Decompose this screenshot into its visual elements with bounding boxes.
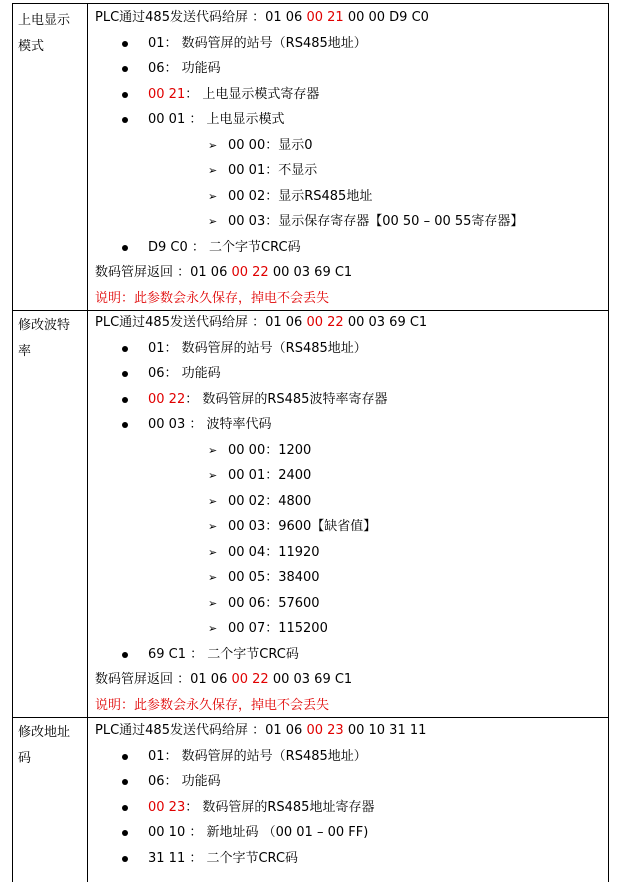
- row-divider: [12, 717, 609, 718]
- bullet-icon: [122, 754, 128, 760]
- text-segment: 00 03 ： 波特率代码: [148, 417, 272, 432]
- bullet-item: [148, 85, 319, 105]
- bullet-item: [148, 645, 299, 665]
- highlighted-text: 00 21: [148, 87, 186, 102]
- text-segment: 01： 数码管屏的站号（RS485地址）: [148, 749, 367, 764]
- bullet-item: [148, 110, 284, 130]
- option-item: [228, 517, 376, 537]
- bullet-item: [148, 415, 271, 435]
- bullet-item: [148, 849, 298, 869]
- option-item: [228, 619, 328, 639]
- bullet-icon: [122, 117, 128, 123]
- bullet-item: [148, 59, 221, 79]
- arrow-bullet-icon: ➢: [208, 622, 218, 635]
- bullet-icon: [122, 41, 128, 47]
- highlighted-text: 00 22: [148, 392, 186, 407]
- text-segment: 00 03 69 C1: [343, 315, 428, 330]
- bullet-icon: [122, 422, 128, 428]
- arrow-bullet-icon: ➢: [208, 597, 218, 610]
- text-line: [95, 289, 329, 309]
- row-label-power-on-display-mode: 上电显示模式: [18, 13, 71, 54]
- text-segment: PLC通过485发送代码给屏 ：01 06: [95, 10, 307, 25]
- text-segment: 00 02：显示RS485地址: [228, 189, 373, 204]
- arrow-bullet-icon: ➢: [208, 190, 218, 203]
- option-item: [228, 466, 311, 486]
- bullet-icon: [122, 66, 128, 72]
- option-item: [228, 136, 313, 156]
- bullet-icon: [122, 92, 128, 98]
- bullet-icon: [122, 779, 128, 785]
- bullet-icon: [122, 830, 128, 836]
- text-line: [95, 8, 429, 28]
- table-border-left: [12, 3, 13, 882]
- text-segment: 数码管屏返回 ：01 06: [95, 672, 232, 687]
- arrow-bullet-icon: ➢: [208, 495, 218, 508]
- text-segment: 00 06：57600: [228, 596, 320, 611]
- text-segment: 01： 数码管屏的站号（RS485地址）: [148, 341, 367, 356]
- text-segment: 数码管屏返回 ：01 06: [95, 265, 232, 280]
- bullet-icon: [122, 245, 128, 251]
- bullet-icon: [122, 371, 128, 377]
- text-line: [95, 721, 426, 741]
- text-segment: 06： 功能码: [148, 774, 221, 789]
- bullet-item: [148, 390, 387, 410]
- highlighted-text: 00 22: [306, 315, 344, 330]
- highlighted-text: 说明：此参数会永久保存，掉电不会丢失: [95, 698, 330, 713]
- highlighted-text: 00 21: [306, 10, 344, 25]
- table-border-right: [608, 3, 609, 882]
- text-segment: 00 10 ： 新地址码 （00 01 – 00 FF): [148, 825, 369, 840]
- text-segment: 00 03：9600【缺省值】: [228, 519, 377, 534]
- text-segment: 01： 数码管屏的站号（RS485地址）: [148, 36, 367, 51]
- text-segment: 00 03：显示保存寄存器【00 50 – 00 55寄存器】: [228, 214, 524, 229]
- row-divider: [12, 310, 609, 311]
- arrow-bullet-icon: ➢: [208, 571, 218, 584]
- text-line: [95, 670, 352, 690]
- arrow-bullet-icon: ➢: [208, 164, 218, 177]
- text-segment: ： 数码管屏的RS485地址寄存器: [185, 800, 375, 815]
- highlighted-text: 00 23: [148, 800, 186, 815]
- text-segment: 00 05：38400: [228, 570, 320, 585]
- bullet-item: [148, 34, 367, 54]
- highlighted-text: 00 23: [306, 723, 344, 738]
- option-item: [228, 568, 320, 588]
- arrow-bullet-icon: ➢: [208, 444, 218, 457]
- bullet-item: [148, 238, 301, 258]
- option-item: [228, 543, 320, 563]
- option-item: [228, 161, 317, 181]
- text-segment: D9 C0 ： 二个字节CRC码: [148, 240, 301, 255]
- text-segment: PLC通过485发送代码给屏 ：01 06: [95, 315, 307, 330]
- text-segment: 06： 功能码: [148, 366, 221, 381]
- text-line: [95, 263, 352, 283]
- text-segment: 00 04：11920: [228, 545, 320, 560]
- text-segment: 00 07：115200: [228, 621, 328, 636]
- text-segment: 00 01：2400: [228, 468, 312, 483]
- bullet-item: [148, 798, 374, 818]
- arrow-bullet-icon: ➢: [208, 520, 218, 533]
- row-label-modify-baud-rate: 修改波特率: [18, 318, 71, 359]
- bullet-icon: [122, 652, 128, 658]
- text-segment: 69 C1 ： 二个字节CRC码: [148, 647, 299, 662]
- bullet-icon: [122, 346, 128, 352]
- text-segment: ： 数码管屏的RS485波特率寄存器: [185, 392, 388, 407]
- highlighted-text: 00 22: [231, 265, 269, 280]
- arrow-bullet-icon: ➢: [208, 215, 218, 228]
- bullet-item: [148, 364, 221, 384]
- text-segment: 31 11 ： 二个字节CRC码: [148, 851, 299, 866]
- text-line: [95, 313, 427, 333]
- highlighted-text: 说明：此参数会永久保存，掉电不会丢失: [95, 291, 330, 306]
- arrow-bullet-icon: ➢: [208, 546, 218, 559]
- text-segment: 00 01 ： 上电显示模式: [148, 112, 285, 127]
- text-segment: 00 03 69 C1: [268, 672, 353, 687]
- option-item: [228, 492, 311, 512]
- text-segment: 00 10 31 11: [343, 723, 427, 738]
- bullet-item: [148, 772, 221, 792]
- bullet-icon: [122, 805, 128, 811]
- table-border-top: [12, 3, 609, 4]
- bullet-item: [148, 339, 367, 359]
- column-divider: [87, 3, 88, 882]
- option-item: [228, 212, 523, 232]
- highlighted-text: 00 22: [231, 672, 269, 687]
- arrow-bullet-icon: ➢: [208, 139, 218, 152]
- option-item: [228, 441, 311, 461]
- bullet-item: [148, 747, 367, 767]
- text-segment: ： 上电显示模式寄存器: [185, 87, 320, 102]
- arrow-bullet-icon: ➢: [208, 469, 218, 482]
- text-line: [95, 696, 329, 716]
- bullet-item: [148, 823, 368, 843]
- bullet-icon: [122, 397, 128, 403]
- text-segment: 00 00：显示0: [228, 138, 313, 153]
- option-item: [228, 187, 372, 207]
- text-segment: 00 03 69 C1: [268, 265, 353, 280]
- text-segment: 00 00 D9 C0: [343, 10, 429, 25]
- option-item: [228, 594, 320, 614]
- text-segment: 06： 功能码: [148, 61, 221, 76]
- text-segment: PLC通过485发送代码给屏 ：01 06: [95, 723, 307, 738]
- text-segment: 00 00：1200: [228, 443, 312, 458]
- text-segment: 00 01：不显示: [228, 163, 318, 178]
- bullet-icon: [122, 856, 128, 862]
- row-label-modify-address: 修改地址码: [18, 725, 71, 766]
- text-segment: 00 02：4800: [228, 494, 312, 509]
